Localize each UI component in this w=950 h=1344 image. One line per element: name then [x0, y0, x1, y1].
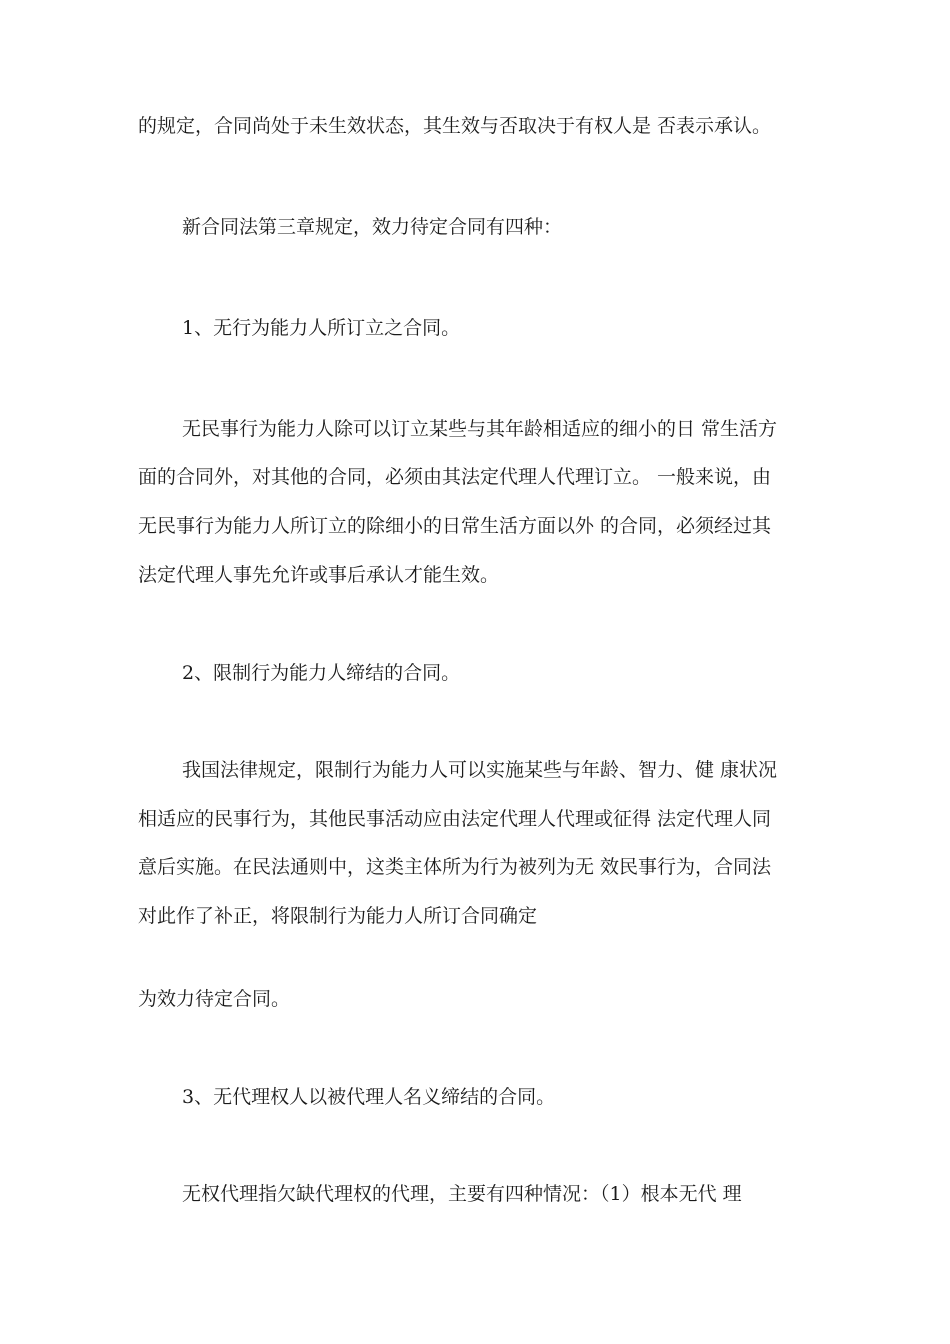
paragraph-line: 对此作了补正，将限制行为能力人所订合同确定 [138, 905, 538, 927]
paragraph-line: 意后实施。在民法通则中，这类主体所为行为被列为无 效民事行为，合同法 [138, 856, 772, 878]
paragraph-line: 面的合同外，对其他的合同，必须由其法定代理人代理订立。 一般来说，由 [138, 466, 772, 488]
paragraph-line: 法定代理人事先允许或事后承认才能生效。 [138, 564, 500, 586]
paragraph-line: 为效力待定合同。 [138, 988, 291, 1010]
paragraph-line: 的规定，合同尚处于未生效状态，其生效与否取决于有权人是 否表示承认。 [138, 115, 772, 137]
section-heading-2: 2、限制行为能力人缔结的合同。 [182, 662, 461, 684]
paragraph-line: 无民事行为能力人所订立的除细小的日常生活方面以外 的合同，必须经过其 [138, 515, 772, 537]
section-heading-3: 3、无代理权人以被代理人名义缔结的合同。 [182, 1086, 556, 1108]
paragraph-line: 无民事行为能力人除可以订立某些与其年龄相适应的细小的日 常生活方 [182, 418, 778, 440]
section-intro: 新合同法第三章规定，效力待定合同有四种： [182, 216, 563, 238]
section-heading-1: 1、无行为能力人所订立之合同。 [182, 317, 461, 339]
paragraph-line: 相适应的民事行为，其他民事活动应由法定代理人代理或征得 法定代理人同 [138, 808, 772, 830]
paragraph-line: 我国法律规定，限制行为能力人可以实施某些与年龄、智力、健 康状况 [182, 759, 778, 781]
paragraph-line: 无权代理指欠缺代理权的代理，主要有四种情况：（1）根本无代 理 [182, 1183, 742, 1205]
